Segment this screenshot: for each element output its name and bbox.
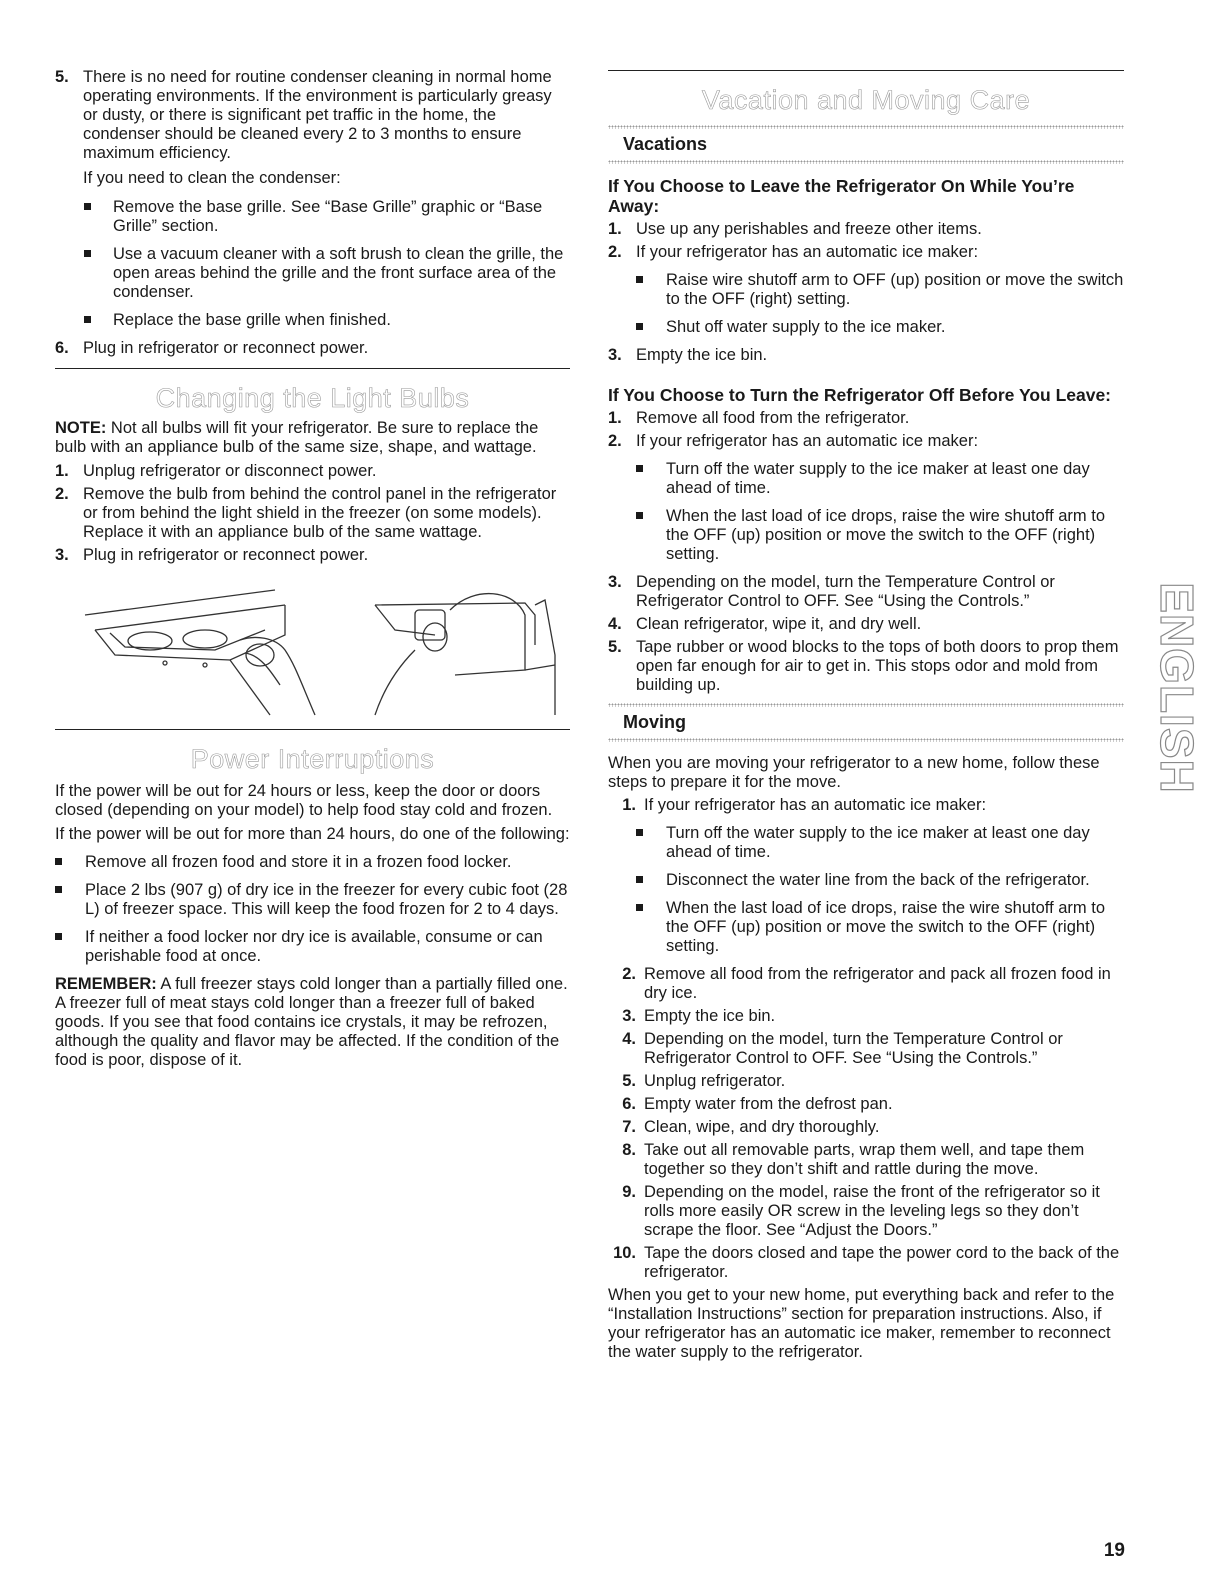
moving-bullet: Disconnect the water line from the back of the refrigerator. [608, 871, 1124, 890]
moving-step: 6. Empty water from the defrost pan. [622, 1095, 893, 1113]
left-column [55, 68, 570, 1075]
bullet-icon [55, 858, 62, 865]
bullet-icon [636, 876, 643, 883]
condenser-bullet: Remove the base grille. See “Base Grille” graphic or “Base Grille” section. [55, 198, 570, 236]
condenser-step-6: 6. Plug in refrigerator or reconnect power. [55, 339, 369, 357]
bullet-icon [84, 250, 91, 257]
light-bulbs-step: 2. Remove the bulb from behind the control panel in the refrigerator or from behind the light shield in the freezer (on some models). Replace it with an appliance bulb of the same wattage. [55, 485, 557, 541]
condenser-bullet: Use a vacuum cleaner with a soft brush to clean the grille, the open areas behind the grille and the front surface area of the condenser. [55, 245, 570, 302]
vacation-on-bullet: Raise wire shutoff arm to OFF (up) position or move the switch to the OFF (right) setting. [608, 271, 1124, 309]
page-number: 19 [1103, 1540, 1125, 1561]
section-divider [55, 368, 570, 369]
moving-step: 5. Unplug refrigerator. [622, 1072, 786, 1090]
dotted-rule [608, 738, 1124, 742]
bullet-icon [84, 203, 91, 210]
power-bullet: Place 2 lbs (907 g) of dry ice in the freezer for every cubic foot (28 L) of freezer space. This will keep the food frozen for 2 to 4 days. [55, 881, 570, 919]
moving-step: 1. If your refrigerator has an automatic ice maker: [622, 796, 987, 814]
moving-step: 3. Empty the ice bin. [622, 1007, 776, 1025]
vacation-on-step: 1. Use up any perishables and freeze other items. [608, 220, 982, 238]
vacation-off-step: 1. Remove all food from the refrigerator. [608, 409, 910, 427]
light-bulbs-note: NOTE: Not all bulbs will fit your refrigerator. Be sure to replace the bulb with an appliance bulb of the same size, shape, and wattage. [55, 419, 539, 456]
language-side-tab [1150, 572, 1203, 804]
moving-intro: When you are moving your refrigerator to a new home, follow these steps to prepare it for the move. [608, 754, 1100, 791]
moving-step: 9. Depending on the model, raise the front of the refrigerator so it rolls more easily OR screw in the leveling legs so they don’t scrape the floor. See “Adjust the Doors.” [622, 1183, 1100, 1239]
section-divider [55, 729, 570, 730]
bullet-icon [55, 886, 62, 893]
vacation-off-step: 5. Tape rubber or wood blocks to the tops of both doors to prop them open far enough for air to get in. This stops odor and mold from building up. [608, 638, 1119, 694]
bullet-icon [84, 316, 91, 323]
condenser-step-5: 5. There is no need for routine condenser cleaning in normal home operating environments. If the environment is particularly greasy or dusty, or there is significant pet traffic in the home, the condenser should be cleaned every 2 to 3 months to ensure maximum efficiency. [55, 68, 570, 163]
moving-heading: Moving [623, 712, 686, 732]
moving-step: 7. Clean, wipe, and dry thoroughly. [622, 1118, 880, 1136]
vacation-on-bullet: Shut off water supply to the ice maker. [608, 318, 1124, 337]
light-bulbs-step: 1. Unplug refrigerator or disconnect power. [55, 462, 377, 480]
turn-off-heading: If You Choose to Turn the Refrigerator Off Before You Leave: [608, 385, 1112, 405]
vacation-off-bullet: When the last load of ice drops, raise the wire shutoff arm to the OFF (up) position or move the switch to the OFF (right) setting. [608, 507, 1124, 564]
vacation-off-step: 4. Clean refrigerator, wipe it, and dry well. [608, 615, 922, 633]
condenser-bullet: Replace the base grille when finished. [55, 311, 570, 330]
bullet-icon [636, 323, 643, 330]
moving-step: 8. Take out all removable parts, wrap them well, and tape them together so they don’t shift and rattle during the move. [622, 1141, 1085, 1178]
moving-closing: When you get to your new home, put everything back and refer to the “Installation Instructions” section for preparation instructions. Also, if your refrigerator has an automatic ice maker, remember to reconnect the water supply to the refrigerator. [608, 1286, 1115, 1361]
bullet-icon [636, 904, 643, 911]
light-bulb-illustration [55, 575, 570, 715]
light-bulbs-title: Changing the Light Bulbs [155, 383, 470, 413]
vacation-off-step: 3. Depending on the model, turn the Temperature Control or Refrigerator Control to OFF. See “Using the Controls.” [608, 573, 1055, 610]
vacation-off-bullet: Turn off the water supply to the ice maker at least one day ahead of time. [608, 460, 1124, 498]
power-bullet: Remove all frozen food and store it in a frozen food locker. [55, 853, 570, 872]
vacation-on-step: 2. If your refrigerator has an automatic ice maker: [608, 243, 979, 261]
side-tab-label: ENGLISH [1150, 582, 1203, 794]
vacation-moving-title: Vacation and Moving Care [701, 85, 1031, 115]
vacation-off-step: 2. If your refrigerator has an automatic ice maker: [608, 432, 979, 450]
moving-step: 4. Depending on the model, turn the Temperature Control or Refrigerator Control to OFF. See “Using the Controls.” [622, 1030, 1063, 1067]
moving-bullet: Turn off the water supply to the ice maker at least one day ahead of time. [608, 824, 1124, 862]
power-paragraph-1: If the power will be out for 24 hours or less, keep the door or doors closed (depending on your model) to help food stay cold and frozen. [55, 782, 553, 819]
moving-step: 2. Remove all food from the refrigerator and pack all frozen food in dry ice. [622, 965, 1111, 1002]
light-bulbs-step: 3. Plug in refrigerator or reconnect power. [55, 546, 369, 564]
bullet-icon [636, 829, 643, 836]
leave-on-heading: If You Choose to Leave the Refrigerator On While You’re Away: [608, 176, 1075, 216]
moving-step: 10. Tape the doors closed and tape the power cord to the back of the refrigerator. [613, 1244, 1120, 1281]
power-interruptions-title: Power Interruptions [190, 744, 435, 774]
condenser-intro: If you need to clean the condenser: [83, 169, 341, 187]
vacations-heading: Vacations [623, 134, 708, 154]
power-paragraph-2: If the power will be out for more than 24 hours, do one of the following: [55, 825, 570, 843]
right-column [608, 70, 1124, 1367]
power-bullet: If neither a food locker nor dry ice is available, consume or can perishable food at once. [55, 928, 570, 966]
condenser-step-5-text: There is no need for routine condenser cleaning in normal home operating environments. If the environment is particularly greasy or dusty, or there is significant pet traffic in the home, the condenser should be cleaned every 2 to 3 months to ensure maximum efficiency. [83, 68, 552, 162]
moving-bullet: When the last load of ice drops, raise the wire shutoff arm to the OFF (up) position or move the switch to the OFF (right) setting. [608, 899, 1124, 956]
bullet-icon [636, 512, 643, 519]
bullet-icon [55, 933, 62, 940]
vacation-on-step: 3. Empty the ice bin. [608, 346, 768, 364]
bullet-icon [636, 276, 643, 283]
section-divider [608, 70, 1124, 71]
bullet-icon [636, 465, 643, 472]
dotted-rule [608, 160, 1124, 164]
remember-note: REMEMBER: A full freezer stays cold longer than a partially filled one. A freezer full of meat stays cold longer than a freezer full of baked goods. If you see that food contains ice crystals, it may be refrozen, although the quality and flavor may be affected. If the condition of the food is poor, dispose of it. [55, 975, 568, 1069]
